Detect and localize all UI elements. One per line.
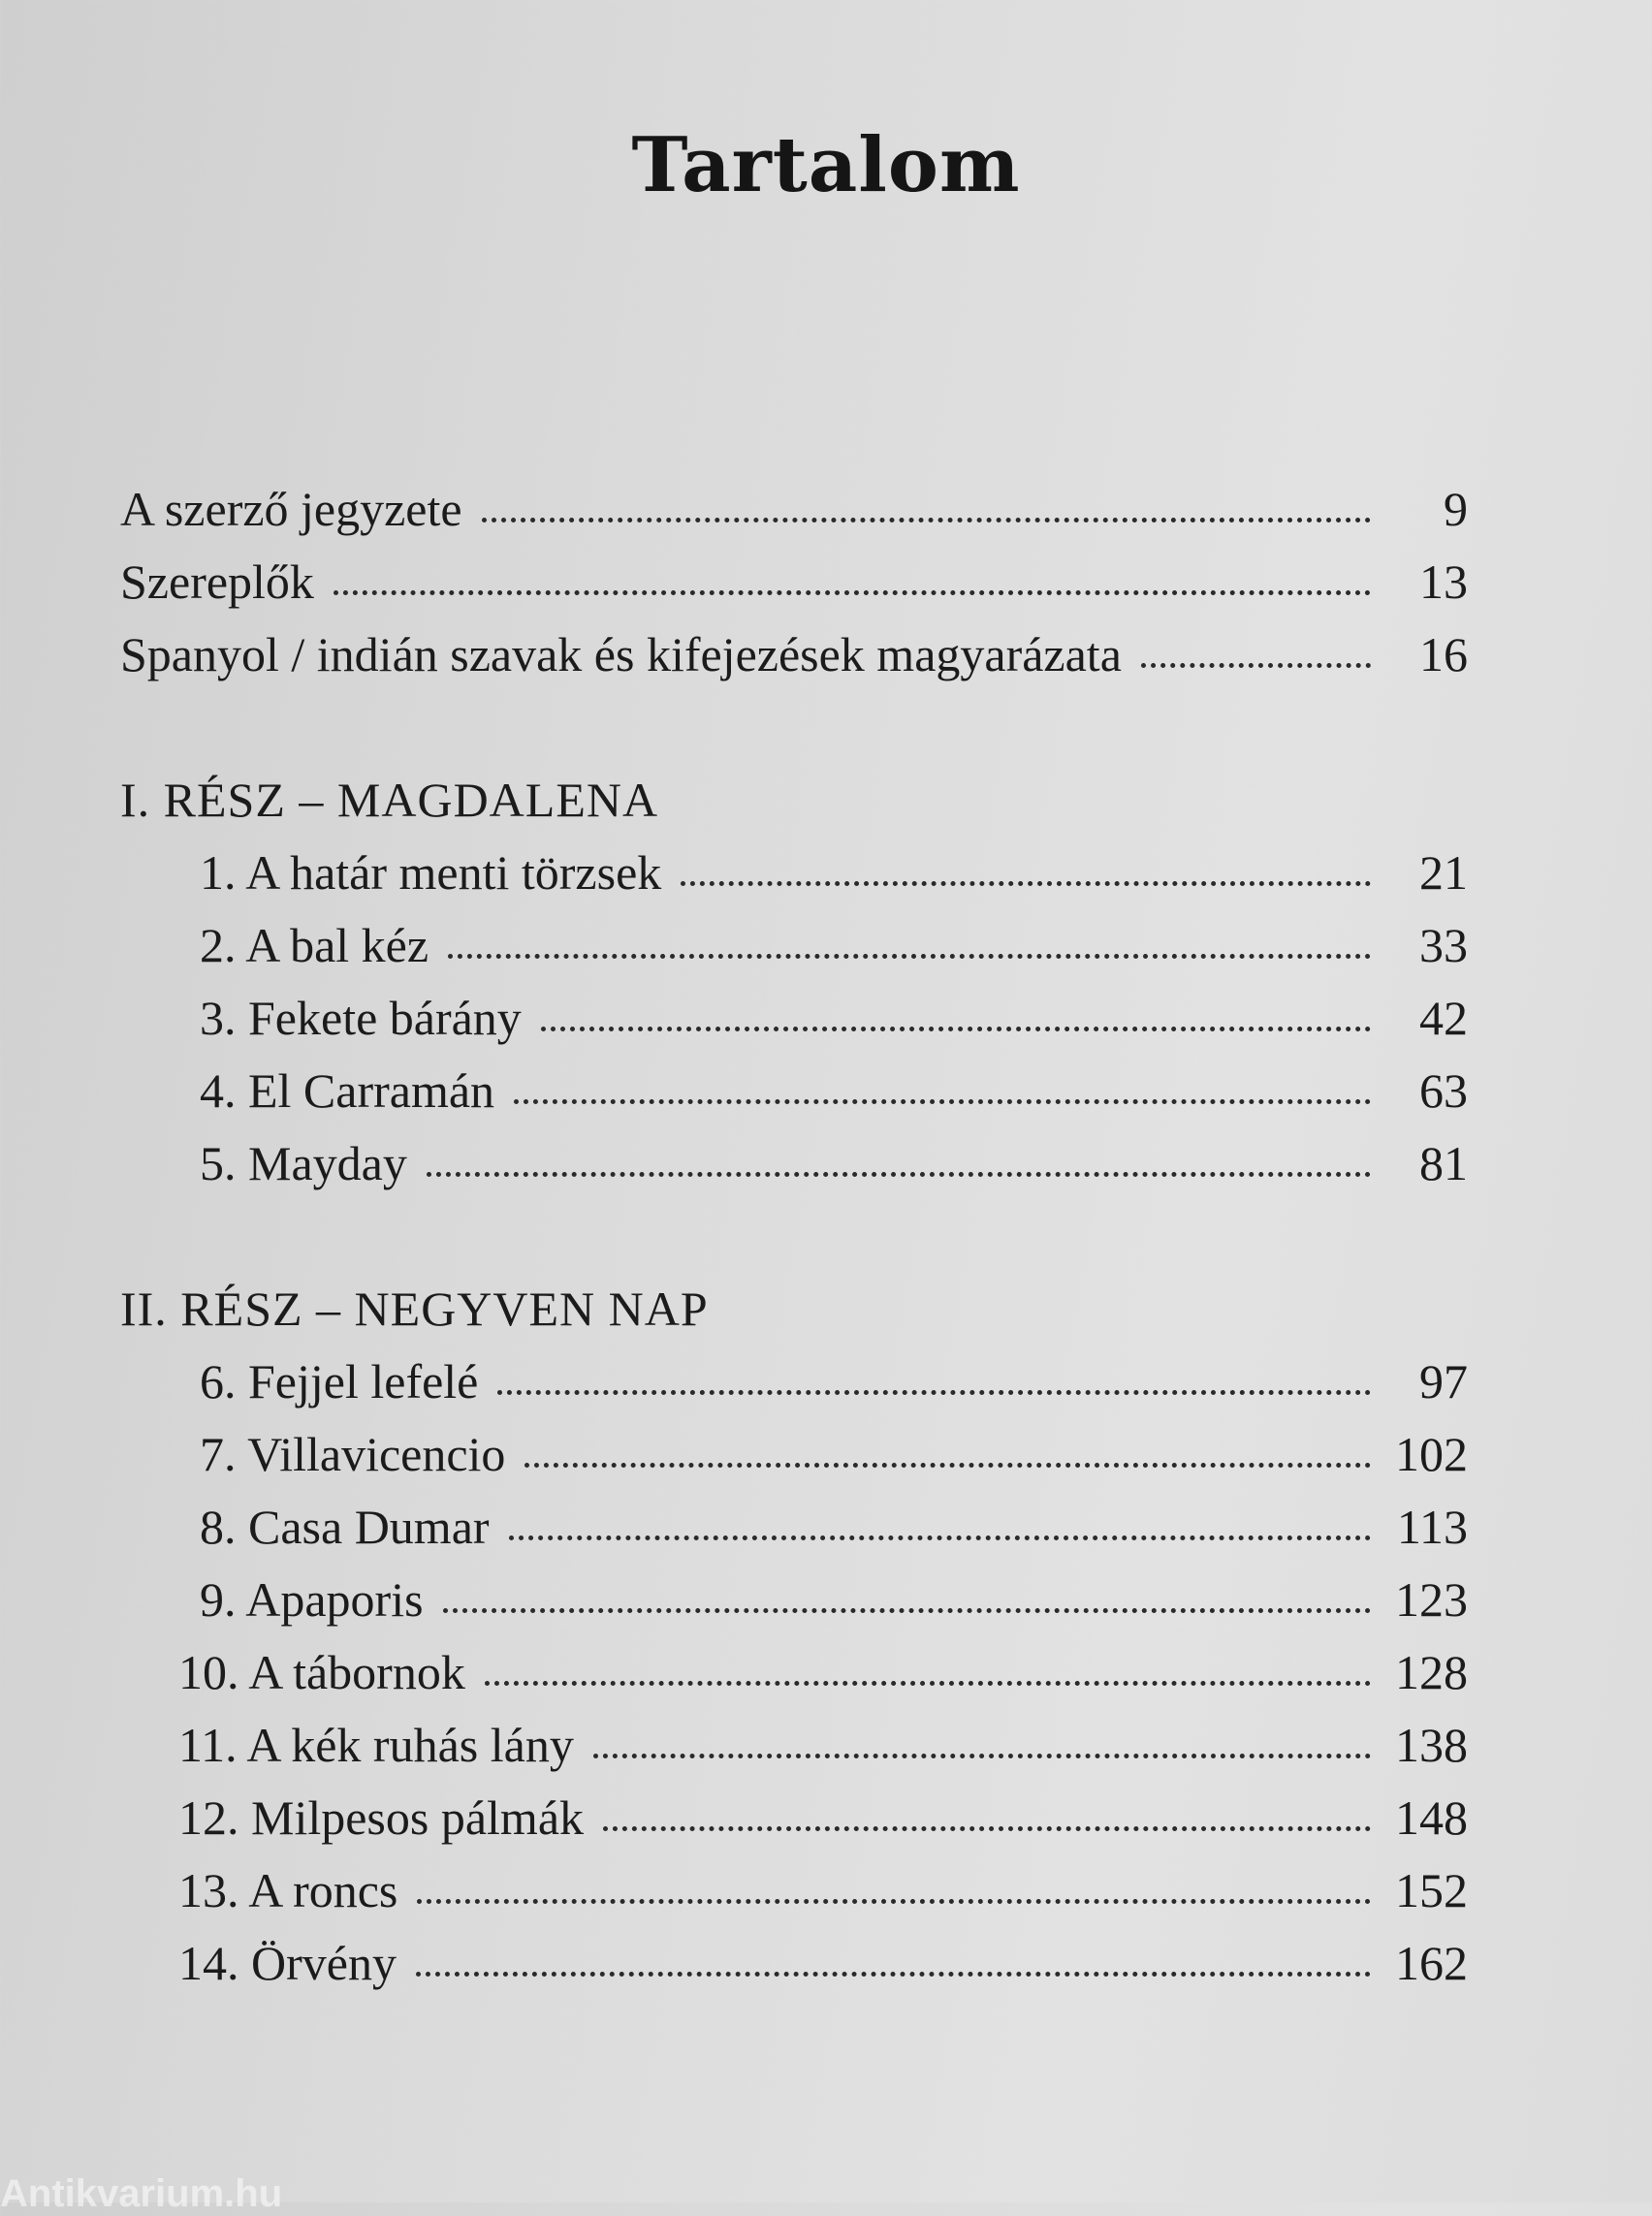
dot-leader (603, 1826, 1371, 1831)
toc-entry-label: 6. Fejjel lefelé (200, 1354, 479, 1409)
dot-leader (448, 954, 1371, 959)
dot-leader (497, 1390, 1371, 1395)
part-heading: II. RÉSZ – NEGYVEN NAP (120, 1282, 709, 1336)
dot-leader (427, 1172, 1371, 1177)
toc-entry[interactable] (200, 1498, 1468, 1556)
toc-entry[interactable] (120, 625, 1468, 683)
toc-entry-label: A szerző jegyzete (120, 482, 462, 536)
toc-entry-page: 123 (1395, 1572, 1468, 1627)
toc-entry-page: 33 (1419, 918, 1468, 972)
toc-entry-page: 162 (1395, 1936, 1468, 1990)
toc-entry-label: 14. Örvény (178, 1936, 397, 1990)
toc-entry-page: 81 (1419, 1136, 1468, 1190)
dot-leader (509, 1535, 1371, 1540)
toc-entry-label: 12. Milpesos pálmák (178, 1790, 585, 1845)
toc-entry-label: 3. Fekete bárány (200, 991, 522, 1045)
toc-entry-page: 42 (1419, 991, 1468, 1045)
toc-entry-page: 21 (1419, 845, 1468, 900)
dot-leader (514, 1099, 1371, 1104)
toc-entry-label: 8. Casa Dumar (200, 1500, 490, 1554)
dot-leader (417, 1899, 1371, 1904)
toc-entry-page: 63 (1419, 1063, 1468, 1118)
toc-entry-label: 1. A határ menti törzsek (200, 845, 662, 900)
toc-entry[interactable] (200, 843, 1468, 902)
toc-entry[interactable] (200, 1061, 1468, 1120)
part-heading: I. RÉSZ – MAGDALENA (120, 773, 659, 827)
toc-entry-page: 9 (1444, 482, 1468, 536)
toc-entry-label: Spanyol / indián szavak és kifejezések magyarázata (120, 627, 1122, 681)
toc-entry[interactable] (200, 1134, 1468, 1192)
toc-entry[interactable] (200, 1570, 1468, 1629)
toc-entry-page: 138 (1395, 1718, 1468, 1772)
toc-entry-label: 2. A bal kéz (200, 918, 429, 972)
toc-entry[interactable] (178, 1861, 1468, 1919)
toc-entry-page: 97 (1419, 1354, 1468, 1409)
watermark: Antikvarium.hu (0, 2172, 283, 2215)
page-title: Tartalom (631, 121, 1021, 209)
toc-entry-page: 148 (1395, 1790, 1468, 1845)
toc-entry-label: 9. Apaporis (200, 1572, 424, 1627)
toc-entry[interactable] (120, 480, 1468, 538)
toc-entry-label: 13. A roncs (178, 1863, 398, 1917)
toc-entry-page: 13 (1419, 554, 1468, 609)
toc-entry-page: 128 (1395, 1645, 1468, 1699)
toc-entry-label: 7. Villavicencio (200, 1427, 506, 1481)
dot-leader (681, 881, 1371, 886)
toc-entry-label: 10. A tábornok (178, 1645, 465, 1699)
toc-entry[interactable] (120, 553, 1468, 611)
dot-leader (485, 1681, 1371, 1686)
toc-entry-label: 5. Mayday (200, 1136, 407, 1190)
dot-leader (1141, 663, 1371, 668)
dot-leader (593, 1754, 1371, 1758)
toc-entry-page: 102 (1395, 1427, 1468, 1481)
toc-entry[interactable] (178, 1789, 1468, 1847)
dot-leader (416, 1972, 1371, 1977)
toc-entry-page: 16 (1419, 627, 1468, 681)
toc-entry-label: 4. El Carramán (200, 1063, 495, 1118)
toc-entry-page: 113 (1396, 1500, 1468, 1554)
toc-entry[interactable] (200, 1352, 1468, 1410)
dot-leader (443, 1608, 1371, 1613)
dot-leader (524, 1463, 1371, 1468)
toc-entry[interactable] (200, 916, 1468, 974)
toc-entry[interactable] (200, 989, 1468, 1047)
toc-entry[interactable] (200, 1425, 1468, 1483)
toc-entry-label: Szereplők (120, 554, 314, 609)
dot-leader (482, 518, 1371, 522)
toc-entry-label: 11. A kék ruhás lány (178, 1718, 574, 1772)
toc-entry-page: 152 (1395, 1863, 1468, 1917)
toc-entry[interactable] (178, 1934, 1468, 1992)
toc-entry[interactable] (178, 1643, 1468, 1701)
dot-leader (334, 590, 1371, 595)
toc-entry[interactable] (178, 1716, 1468, 1774)
dot-leader (541, 1027, 1371, 1031)
